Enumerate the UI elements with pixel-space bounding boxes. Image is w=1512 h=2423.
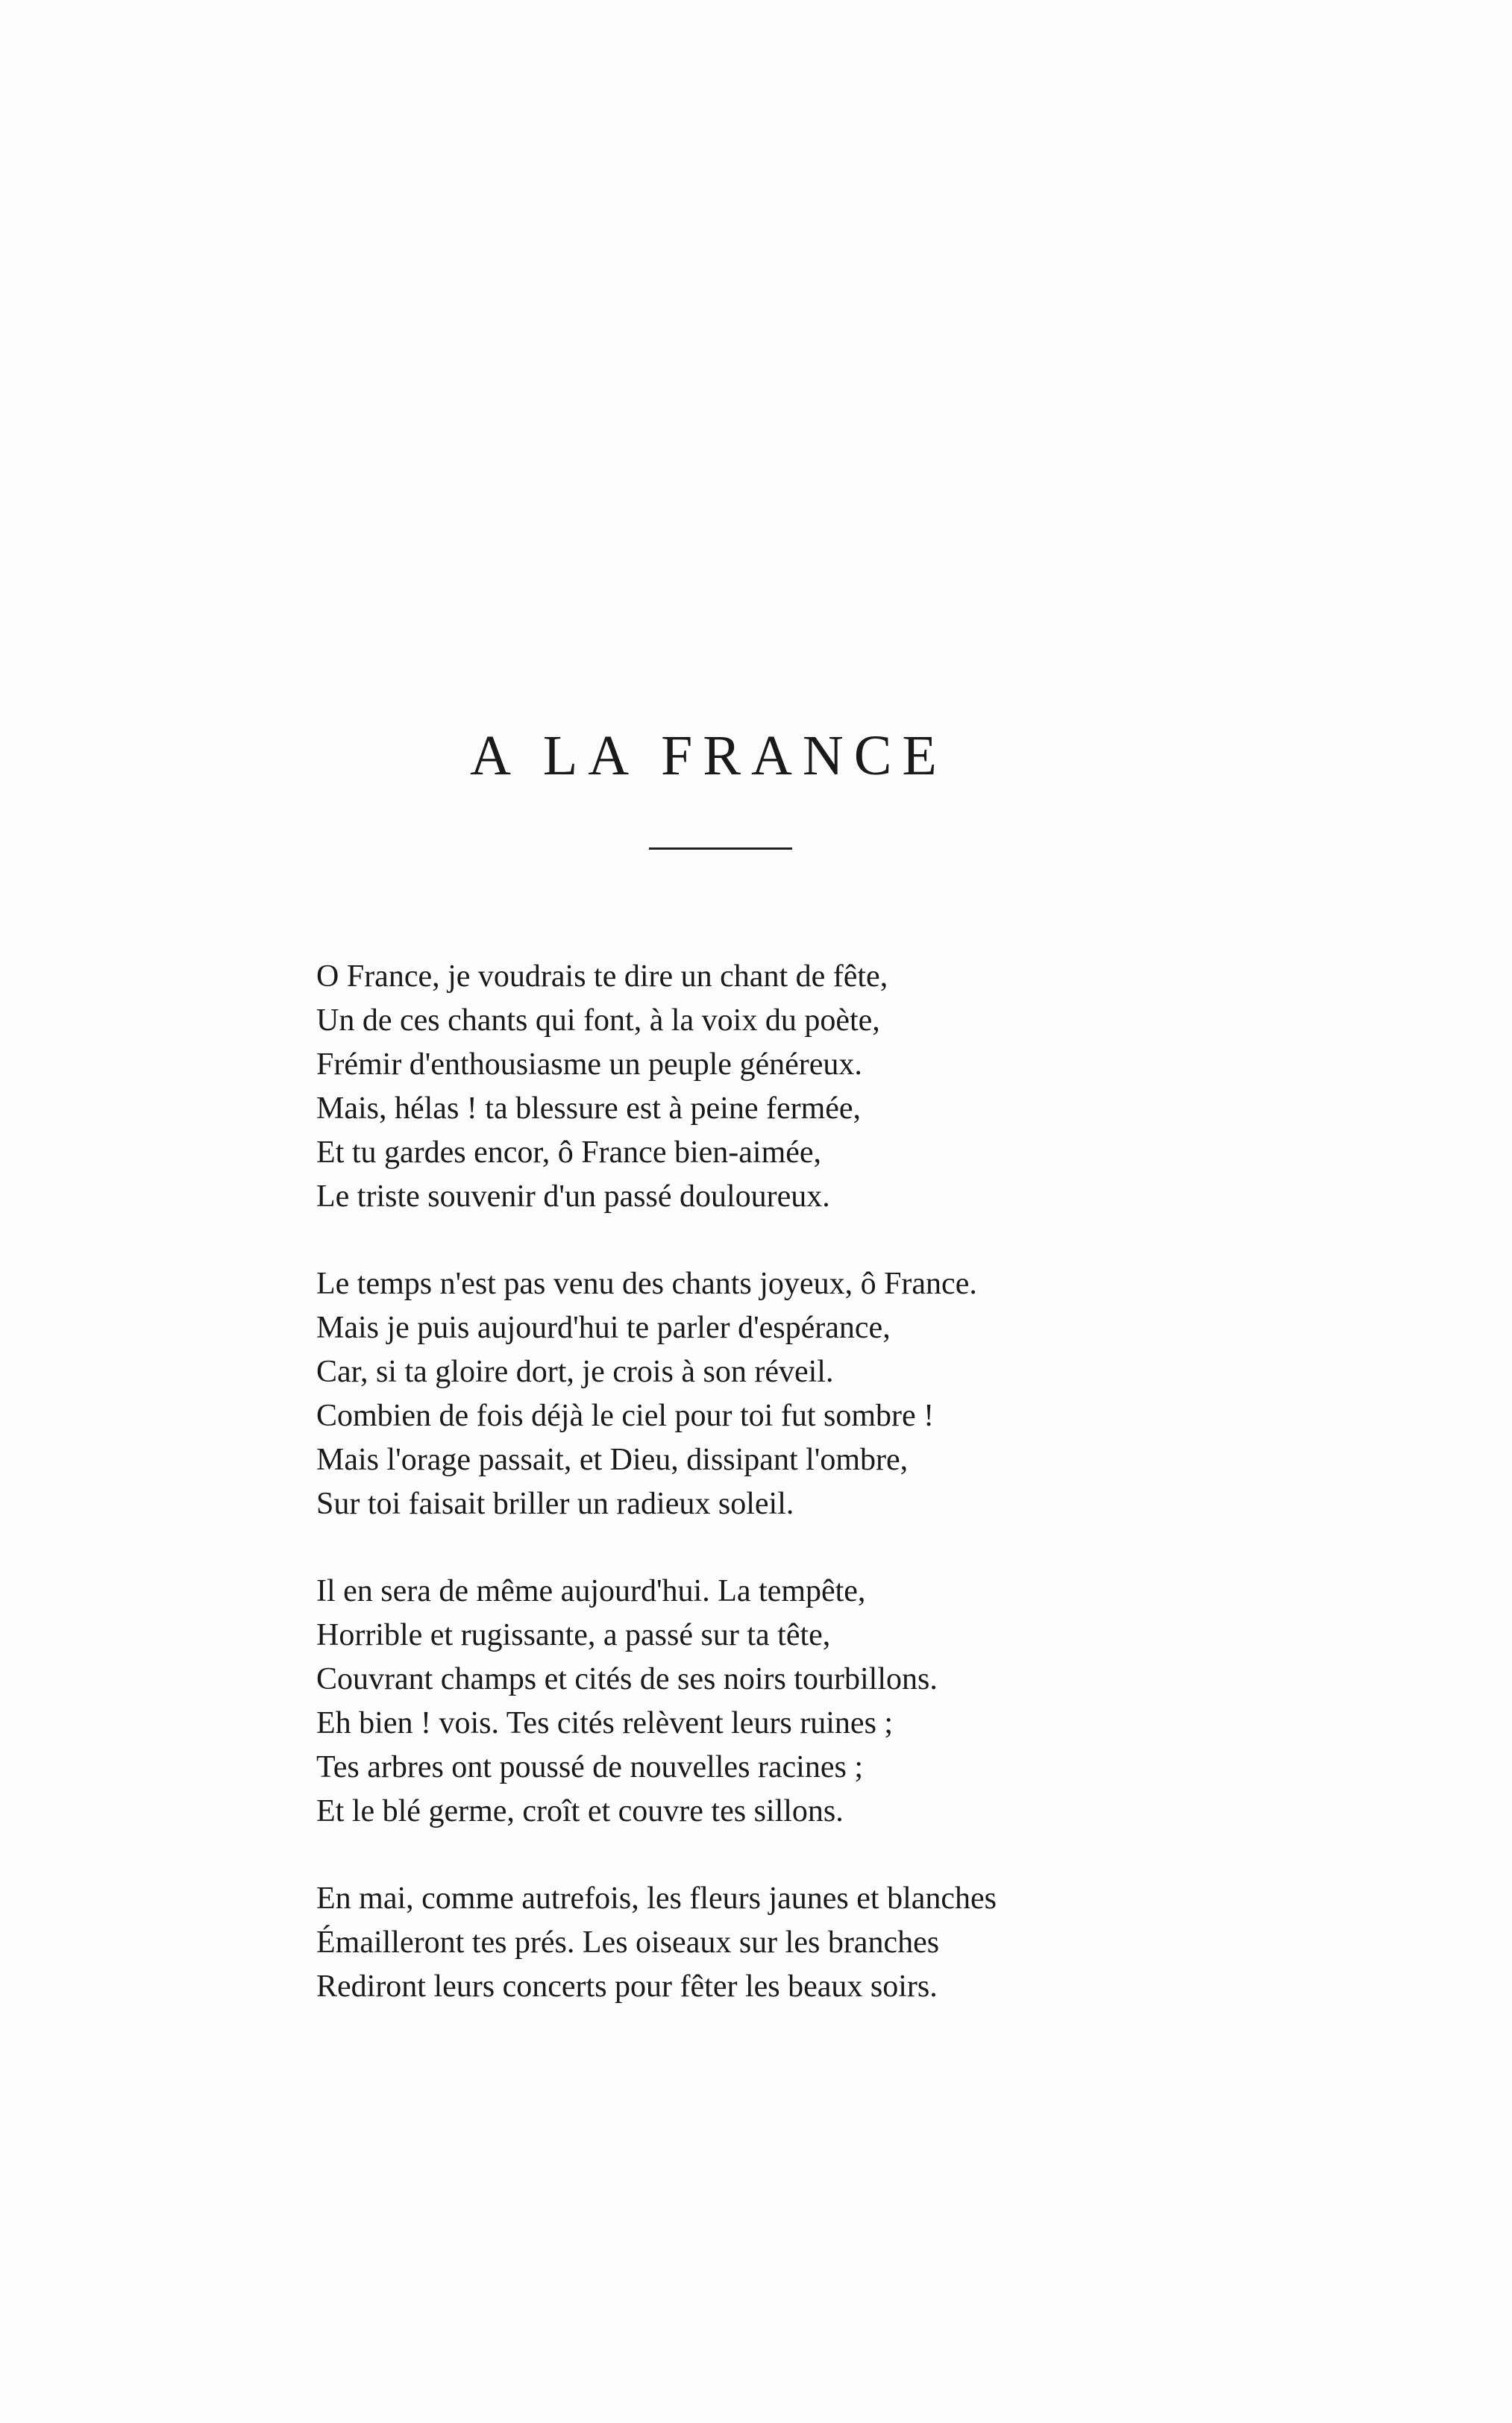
verse-line: Émailleront tes prés. Les oiseaux sur les branches — [316, 1925, 940, 1960]
poem-title: A LA FRANCE — [470, 724, 947, 787]
verse-line: Un de ces chants qui font, à la voix du poète, — [316, 1003, 880, 1038]
stanza-2 — [316, 1262, 1480, 1526]
stanza-4 — [316, 1877, 1480, 2009]
title-divider — [649, 847, 792, 850]
verse-line: O France, je voudrais te dire un chant de fête, — [316, 959, 888, 994]
poem-body — [316, 955, 1480, 2052]
verse-line: Eh bien ! vois. Tes cités relèvent leurs ruines ; — [316, 1706, 894, 1740]
verse-line: Combien de fois déjà le ciel pour toi fut sombre ! — [316, 1399, 935, 1433]
verse-line: Couvrant champs et cités de ses noirs tourbillons. — [316, 1662, 938, 1696]
verse-line: Mais, hélas ! ta blessure est à peine fermée, — [316, 1091, 862, 1126]
verse-line: Mais l'orage passait, et Dieu, dissipant l'ombre, — [316, 1443, 909, 1477]
verse-line: Et tu gardes encor, ô France bien-aimée, — [316, 1135, 822, 1170]
verse-line: Car, si ta gloire dort, je crois à son réveil. — [316, 1355, 834, 1389]
verse-line: Rediront leurs concerts pour fêter les beaux soirs. — [316, 1969, 938, 2004]
verse-line: Horrible et rugissante, a passé sur ta tête, — [316, 1618, 831, 1652]
stanza-1 — [316, 955, 1480, 1219]
verse-line: Le triste souvenir d'un passé douloureux. — [316, 1179, 830, 1214]
verse-line: Frémir d'enthousiasme un peuple généreux. — [316, 1047, 862, 1082]
verse-line: Il en sera de même aujourd'hui. La tempête, — [316, 1574, 866, 1608]
verse-line: En mai, comme autrefois, les fleurs jaunes et blanches — [316, 1881, 997, 1916]
verse-line: Et le blé germe, croît et couvre tes sillons. — [316, 1794, 844, 1828]
verse-line: Le temps n'est pas venu des chants joyeux, ô France. — [316, 1267, 977, 1301]
verse-line: Sur toi faisait briller un radieux soleil. — [316, 1487, 794, 1521]
verse-line: Mais je puis aujourd'hui te parler d'espérance, — [316, 1311, 891, 1345]
verse-line: Tes arbres ont poussé de nouvelles racines ; — [316, 1750, 864, 1784]
stanza-3 — [316, 1570, 1480, 1834]
